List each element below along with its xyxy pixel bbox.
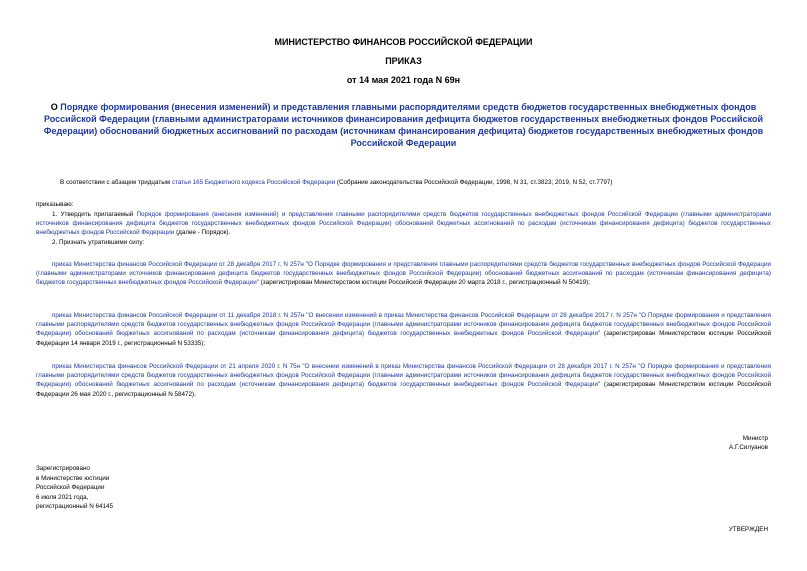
registration-line-4: 6 июля 2021 года, [36,493,89,501]
registration-line-2: в Министерстве юстиции [36,474,110,482]
registration-block [36,464,113,512]
signature-position: Министр [742,435,768,442]
doc-type-heading: ПРИКАЗ [385,56,422,66]
title-link[interactable]: Порядке формирования (внесения изменений) и представления главными распорядителями средств бюджетов государственных внебюджетных фондов Российской Федерации (главными администраторами источников финансирования дефицита бюджетов государственных внебюджетных фондов Российской Федерации) обоснований бюджетных ассигнований по расходам (источникам финансирования дефицита) бюджетов государственных внебюджетных фондов Российской Федерации [43,102,764,148]
registration-line-1: Зарегистрировано [36,465,90,472]
item-2: 2. Признать утратившими силу: [52,239,145,246]
signature-name: А.Г.Силуанов [729,444,768,452]
annulled-order-3-reg: (зарегистрирован Министерством юстиции Российской Федерации 26 мая 2020 г., регистрационный N 58472). [36,381,771,398]
signature-block [729,434,768,452]
procedure-link[interactable]: Порядок формирования (внесения изменений) и представления главными распорядителями средств бюджетов государственных внебюджетных фондов Российской Федерации (главными администраторами источников финансирования дефицита бюджетов государственных внебюджетных фондов Российской Федерации) обоснований бюджетных ассигнований по расходам (источникам финансирования дефицита) бюджетов государственных внебюджетных фондов Российской Федерации [36,211,772,237]
registration-line-3: Российской Федерации [36,484,105,492]
doc-date-number: от 14 мая 2021 года N 69н [346,75,461,85]
registration-line-5: регистрационный N 64145 [36,503,114,511]
budget-code-link[interactable]: статьи 165 Бюджетного кодекса Российской Федерации [171,179,336,186]
annulled-order-2-link[interactable]: приказ Министерства финансов Российской Федерации от 11 декабря 2018 г. N 257н "О внесении изменений в приказ Министерства финансов Российской Федерации от 28 декабря 2017 г. N 257н "О Порядке формирования и представления главными распорядителями средств бюджетов государственных внебюджетных фондов Российской Федерации (главными администраторами источников финансирования дефицита бюджетов государственных внебюджетных фондов Российской Федерации) обоснований бюджетных ассигнований по расходам (источникам финансирования дефицита) бюджетов государственных внебюджетных фондов Российской Федерации" [36,312,771,338]
document-title [36,101,771,149]
approved-stamp: УТВЕРЖДЕН [728,526,768,533]
intro-before: В соответствии с абзацем тридцатым [60,179,172,186]
intro-after: (Собрание законодательства Российской Федерации, 1998, N 31, ст.3823; 2019, N 52, ст.7797) [335,179,613,186]
annulled-order-1-link[interactable]: приказ Министерства финансов Российской Федерации от 28 декабря 2017 г. N 257н "О Порядке формирования и представления главными распорядителями средств бюджетов государственных внебюджетных фондов Российской Федерации (главными администраторами источников финансирования дефицита бюджетов государственных внебюджетных фондов Российской Федерации) обоснований бюджетных ассигнований по расходам (источникам финансирования дефицита) бюджетов государственных внебюджетных фондов Российской Федерации" [36,261,771,287]
ministry-heading: МИНИСТЕРСТВО ФИНАНСОВ РОССИЙСКОЙ ФЕДЕРАЦИИ [274,37,533,47]
annulled-order-3-link[interactable]: приказ Министерства финансов Российской Федерации от 21 апреля 2020 г. N 75н "О внесении изменений в приказ Министерства финансов Российской Федерации от 28 декабря 2017 г. N 257н "О Порядке формирования и представления главными распорядителями средств бюджетов государственных внебюджетных фондов Российской Федерации (главными администраторами источников финансирования дефицита бюджетов государственных внебюджетных фондов Российской Федерации) обоснований бюджетных ассигнований по расходам (источникам финансирования дефицита) бюджетов государственных внебюджетных фондов Российской Федерации" [36,363,771,389]
intro-paragraph [36,178,771,187]
annulled-order-2 [36,311,771,348]
annulled-order-3 [36,362,771,399]
item-1-before: 1. Утвердить прилагаемый [52,211,137,218]
title-lead: О [50,102,61,112]
order-word: приказываю: [36,201,74,208]
annulled-order-2-reg: (зарегистрирован Министерством юстиции Российской Федерации 14 января 2019 г., регистрационный N 53335); [36,330,771,347]
annulled-order-1-reg: (зарегистрирован Министерством юстиции Российской Федерации 20 марта 2018 г., регистрационный N 50419); [258,279,590,287]
annulled-order-1 [36,260,771,288]
item-1 [36,210,771,238]
item-1-after: (далее - Порядок). [174,229,231,237]
